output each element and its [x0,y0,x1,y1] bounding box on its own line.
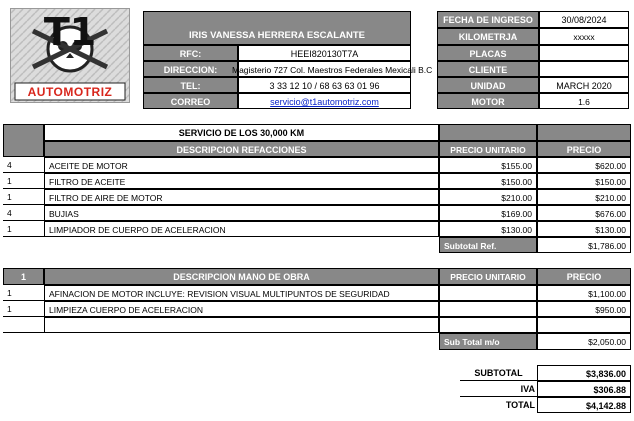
grand-subtotal-label: SUBTOTAL [460,365,537,381]
mo-row-3-qty [3,317,44,333]
logo-wordmark: AUTOMOTRIZ [27,85,113,99]
mo-subtotal-value: $2,050.00 [537,333,631,350]
ref-row-1-qty: 4 [3,157,44,173]
mo-row-2-desc: LIMPIEZA CUERPO DE ACELERACION [44,301,439,317]
direccion-text: Magisterio 727 Col. Maestros Federales Mexicali B.C [232,65,433,75]
ref-row-3-unit: $210.00 [439,189,537,205]
placas-value[interactable] [539,45,629,61]
mo-row-1-price: $1,100.00 [537,285,631,301]
ref-row-5-unit: $130.00 [439,221,537,237]
col-desc-refacciones: DESCRIPCION REFACCIONES [44,141,439,157]
mo-row-1-unit [439,285,537,301]
ref-row-1-price: $620.00 [537,157,631,173]
mo-row-3-price [537,317,631,333]
mo-row-1-desc: AFINACION DE MOTOR INCLUYE: REVISION VISUAL MULTIPUNTOS DE SEGURIDAD [44,285,439,301]
col-price-top [537,124,631,141]
iva-label: IVA [460,381,537,397]
placas-label: PLACAS [437,45,539,61]
direccion-value[interactable] [232,61,433,77]
ref-row-3-desc: FILTRO DE AIRE DE MOTOR [44,189,439,205]
ref-row-3-price: $210.00 [537,189,631,205]
ref-row-5-desc: LIMPIADOR DE CUERPO DE ACELERACION [44,221,439,237]
mo-subtotal-label: Sub Total m/o [439,333,537,350]
mo-row-2-unit [439,301,537,317]
ref-subtotal-value: $1,786.00 [537,237,631,253]
correo-label: CORREO [143,93,238,109]
col-unit-refacciones: PRECIO UNITARIO [439,141,537,157]
motor-value[interactable]: 1.6 [539,93,629,109]
ref-row-2-qty: 1 [3,173,44,189]
cliente-label: CLIENTE [437,61,539,77]
ref-row-4-price: $676.00 [537,205,631,221]
col-desc-mano-obra: DESCRIPCION MANO DE OBRA [44,268,439,285]
rfc-value[interactable]: HEEI820130T7A [238,45,411,61]
motor-label: MOTOR [437,93,539,109]
tel-value[interactable]: 3 33 12 10 / 68 63 63 01 96 [238,77,411,93]
direccion-label: DIRECCION: [143,61,238,77]
iva-value: $306.88 [537,381,631,397]
km-label: KILOMETRJA [437,28,539,45]
col-price-mano-obra: PRECIO [537,268,631,285]
correo-link[interactable]: servicio@t1automotriz.com [270,97,379,107]
grand-subtotal-value: $3,836.00 [537,365,631,381]
ref-row-3-qty: 1 [3,189,44,205]
ref-row-1-unit: $155.00 [439,157,537,173]
unidad-label: UNIDAD [437,77,539,93]
fecha-value[interactable]: 30/08/2024 [539,11,629,28]
tel-label: TEL: [143,77,238,93]
total-value: $4,142.88 [537,397,631,413]
col-unit-mano-obra: PRECIO UNITARIO [439,268,537,285]
rfc-label: RFC: [143,45,238,61]
fecha-label: FECHA DE INGRESO [437,11,539,28]
ref-row-5-price: $130.00 [537,221,631,237]
ref-row-4-desc: BUJIAS [44,205,439,221]
mo-row-3-unit [439,317,537,333]
unidad-value[interactable]: MARCH 2020 [539,77,629,93]
mo-row-2-qty: 1 [3,301,44,317]
correo-value[interactable] [238,93,411,109]
ref-row-2-unit: $150.00 [439,173,537,189]
km-value[interactable]: xxxxx [539,28,629,45]
client-name: IRIS VANESSA HERRERA ESCALANTE [143,11,411,45]
ref-row-4-qty: 4 [3,205,44,221]
logo-mark: T1 [43,10,97,54]
ref-row-2-price: $150.00 [537,173,631,189]
mo-row-3-desc [44,317,439,333]
mo-row-1-qty: 1 [3,285,44,301]
col-price-refacciones: PRECIO [537,141,631,157]
ref-row-5-qty: 1 [3,221,44,237]
ref-row-2-desc: FILTRO DE ACEITE [44,173,439,189]
ref-row-1-desc: ACEITE DE MOTOR [44,157,439,173]
mo-qty-header: 1 [3,268,44,285]
mo-row-2-price: $950.00 [537,301,631,317]
ref-subtotal-label: Subtotal Ref. [439,237,537,253]
service-title: SERVICIO DE LOS 30,000 KM [44,124,439,141]
cliente-value[interactable] [539,61,629,77]
qty-header-cell [3,124,44,157]
company-logo [10,8,130,103]
total-label: TOTAL [505,400,535,410]
col-unit-top [439,124,537,141]
ref-row-4-unit: $169.00 [439,205,537,221]
